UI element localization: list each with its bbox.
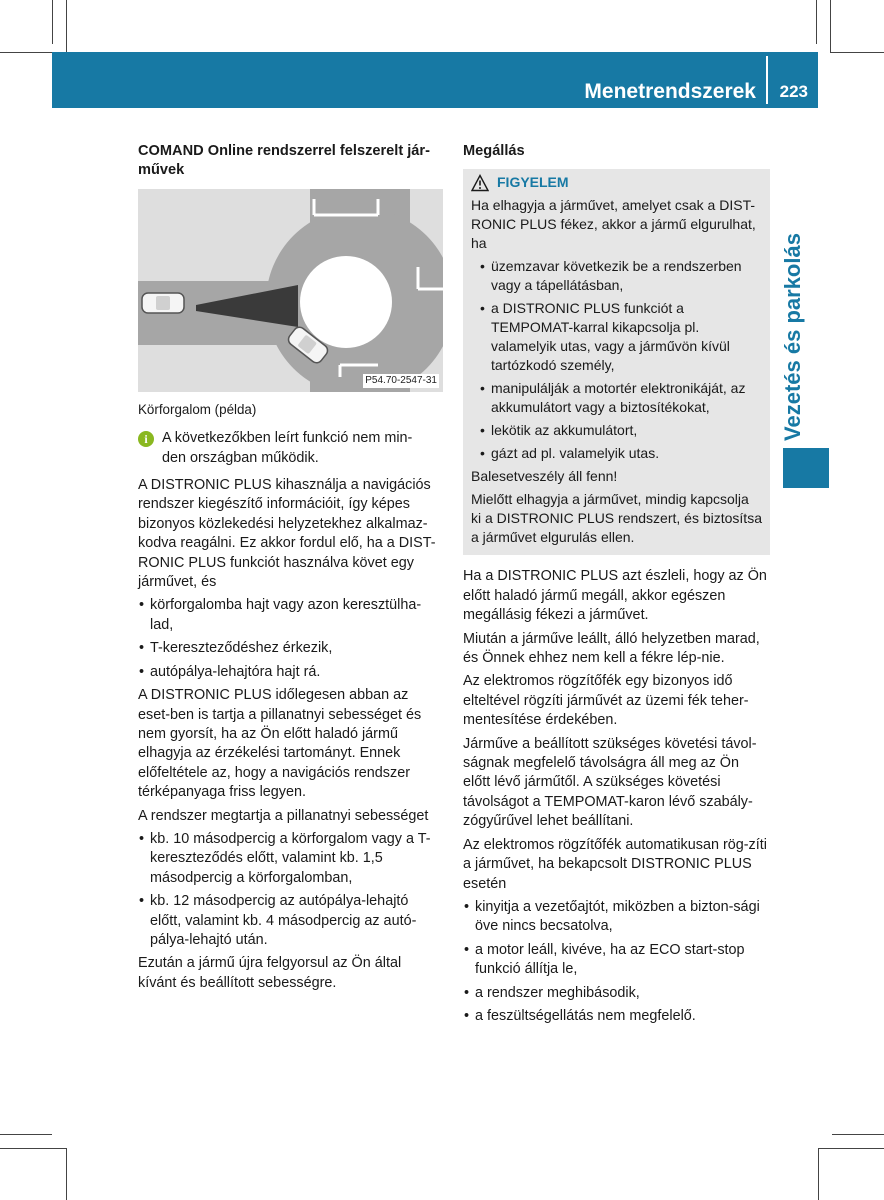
paragraph: Miután a járműve leállt, álló helyzetben marad, és Önnek ehhez nem kell a fékre lép-nie. (463, 630, 760, 667)
crop-mark (818, 1148, 819, 1200)
section-heading: COMAND Online rendszerrel felszerelt jár- művek (138, 143, 430, 179)
list-item: • üzemzavar következik be a rendszerben vagy a tápellátásban, (479, 257, 762, 295)
list-item: • lekötik az akkumulátort, (479, 421, 762, 440)
list-item: • kb. 10 másodpercig a körforgalom vagy a T-kereszteződés előtt, valamint kb. 1,5 másodpercig a körforgalomban, (138, 830, 443, 888)
figure-code: P54.70-2547-31 (365, 374, 437, 386)
crop-mark (66, 0, 67, 52)
list-item: • a DISTRONIC PLUS funkciót a TEMPOMAT-karral kikapcsolja pl. valamelyik utas, vagy a járművön kívül tartózkodó személy, (479, 299, 762, 375)
list-item: • körforgalomba hajt vagy azon keresztülha-lad, (138, 596, 443, 635)
page-header (52, 52, 818, 108)
paragraph: Járműve a beállított szükséges követési távol-ságnak megfelelő távolságra áll meg az Ön előtt lévő járműtől. A szükséges követési távolságot a TEMPOMAT-karon lévő szabály-zógyűrűvel lehet beállítani. (463, 735, 757, 830)
bullet-list (138, 830, 443, 950)
list-item: • autópálya-lehajtóra hajt rá. (138, 663, 443, 682)
crop-mark (0, 1148, 66, 1149)
list-item: • kb. 12 másodpercig az autópálya-lehajtó előtt, valamint kb. 4 másodpercig az autó-pálya-lehajtó után. (138, 892, 443, 950)
info-icon: i (138, 431, 154, 447)
paragraph: A DISTRONIC PLUS kihasználja a navigációs rendszer kiegészítő információit, így képes bizonyos közlekedési helyzetekhez alkalmaz-kodva reagálni. Ez akkor fordul elő, ha a DIST-RONIC PLUS funkciót használva követ egy járművet, és (138, 477, 436, 591)
roundabout-diagram (138, 189, 443, 392)
warning-header (471, 173, 762, 192)
crop-mark (830, 0, 831, 52)
warning-intro: Ha elhagyja a járművet, amelyet csak a DIST-RONIC PLUS fékez, akkor a jármű elgurulhat, ha (471, 197, 756, 252)
crop-mark (52, 0, 53, 44)
list-item: • kinyitja a vezetőajtót, miközben a bizton-sági öve nincs becsatolva, (463, 898, 770, 937)
paragraph: A rendszer megtartja a pillanatnyi sebességet (138, 807, 429, 824)
warning-danger: Balesetveszély áll fenn! (471, 468, 618, 485)
bullet-list (138, 596, 443, 682)
crop-mark (0, 52, 52, 53)
chapter-tab-marker (783, 448, 829, 488)
bullet-list (463, 898, 770, 1026)
chapter-tab-label: Vezetés és parkolás (780, 233, 805, 441)
warning-advice: Mielőtt elhagyja a járművet, mindig kapcsolja ki a DISTRONIC PLUS rendszert, és biztosítsa a járművet elgurulás ellen. (471, 491, 762, 546)
list-item: • manipulálják a motortér elektronikáját, az akkumulátort vagy a biztosítékokat, (479, 379, 762, 417)
warning-triangle-icon (471, 174, 489, 192)
info-note (138, 429, 443, 468)
section-title: Menetrendszerek (584, 80, 756, 103)
header-divider (766, 56, 768, 104)
left-column (138, 142, 443, 997)
info-note-text: A következőkben leírt funkció nem min- den országban működik. (162, 430, 413, 466)
right-column (463, 142, 770, 1030)
section-heading: Megállás (463, 143, 525, 159)
figure-caption: Körforgalom (példa) (138, 401, 257, 417)
list-item: • T-kereszteződéshez érkezik, (138, 639, 443, 658)
crop-mark (832, 1134, 884, 1135)
crop-mark (66, 1148, 67, 1200)
crop-mark (0, 1134, 52, 1135)
list-item: • a motor leáll, kivéve, ha az ECO start-stop funkció állítja le, (463, 941, 770, 980)
paragraph: A DISTRONIC PLUS időlegesen abban az eset-ben is tartja a pillanatnyi sebességet és nem gyorsít, ha az Ön előtt haladó jármű elhagyja az érzékelési tartományt. Ennek előfeltétele az, hogy a navigációs rendszer térképanyaga friss legyen. (138, 687, 422, 801)
warning-title: FIGYELEM (497, 174, 569, 191)
paragraph: Az elektromos rögzítőfék automatikusan rög-zíti a járművet, ha bekapcsolt DISTRONIC PLUS esetén (463, 836, 767, 892)
crop-mark (830, 52, 884, 53)
chapter-tab (778, 232, 808, 442)
roundabout-illustration (138, 189, 443, 392)
paragraph: Az elektromos rögzítőfék egy bizonyos idő elteltével rögzíti járművét az üzemi fék teher-mentesítése érdekében. (463, 673, 749, 729)
paragraph: Ezután a jármű újra felgyorsul az Ön által kívánt és beállított sebességre. (138, 955, 402, 991)
paragraph: Ha a DISTRONIC PLUS azt észleli, hogy az Ön előtt haladó jármű megáll, akkor egészen megállásig fékezi a járművet. (463, 568, 767, 624)
crop-mark (818, 1148, 884, 1149)
list-item: • a feszültségellátás nem megfelelő. (463, 1007, 770, 1026)
list-item: • a rendszer meghibásodik, (463, 984, 770, 1003)
list-item: • gázt ad pl. valamelyik utas. (479, 444, 762, 463)
warning-list (471, 257, 762, 463)
warning-box (463, 169, 770, 555)
page-number: 223 (779, 82, 808, 101)
crop-mark (816, 0, 817, 44)
